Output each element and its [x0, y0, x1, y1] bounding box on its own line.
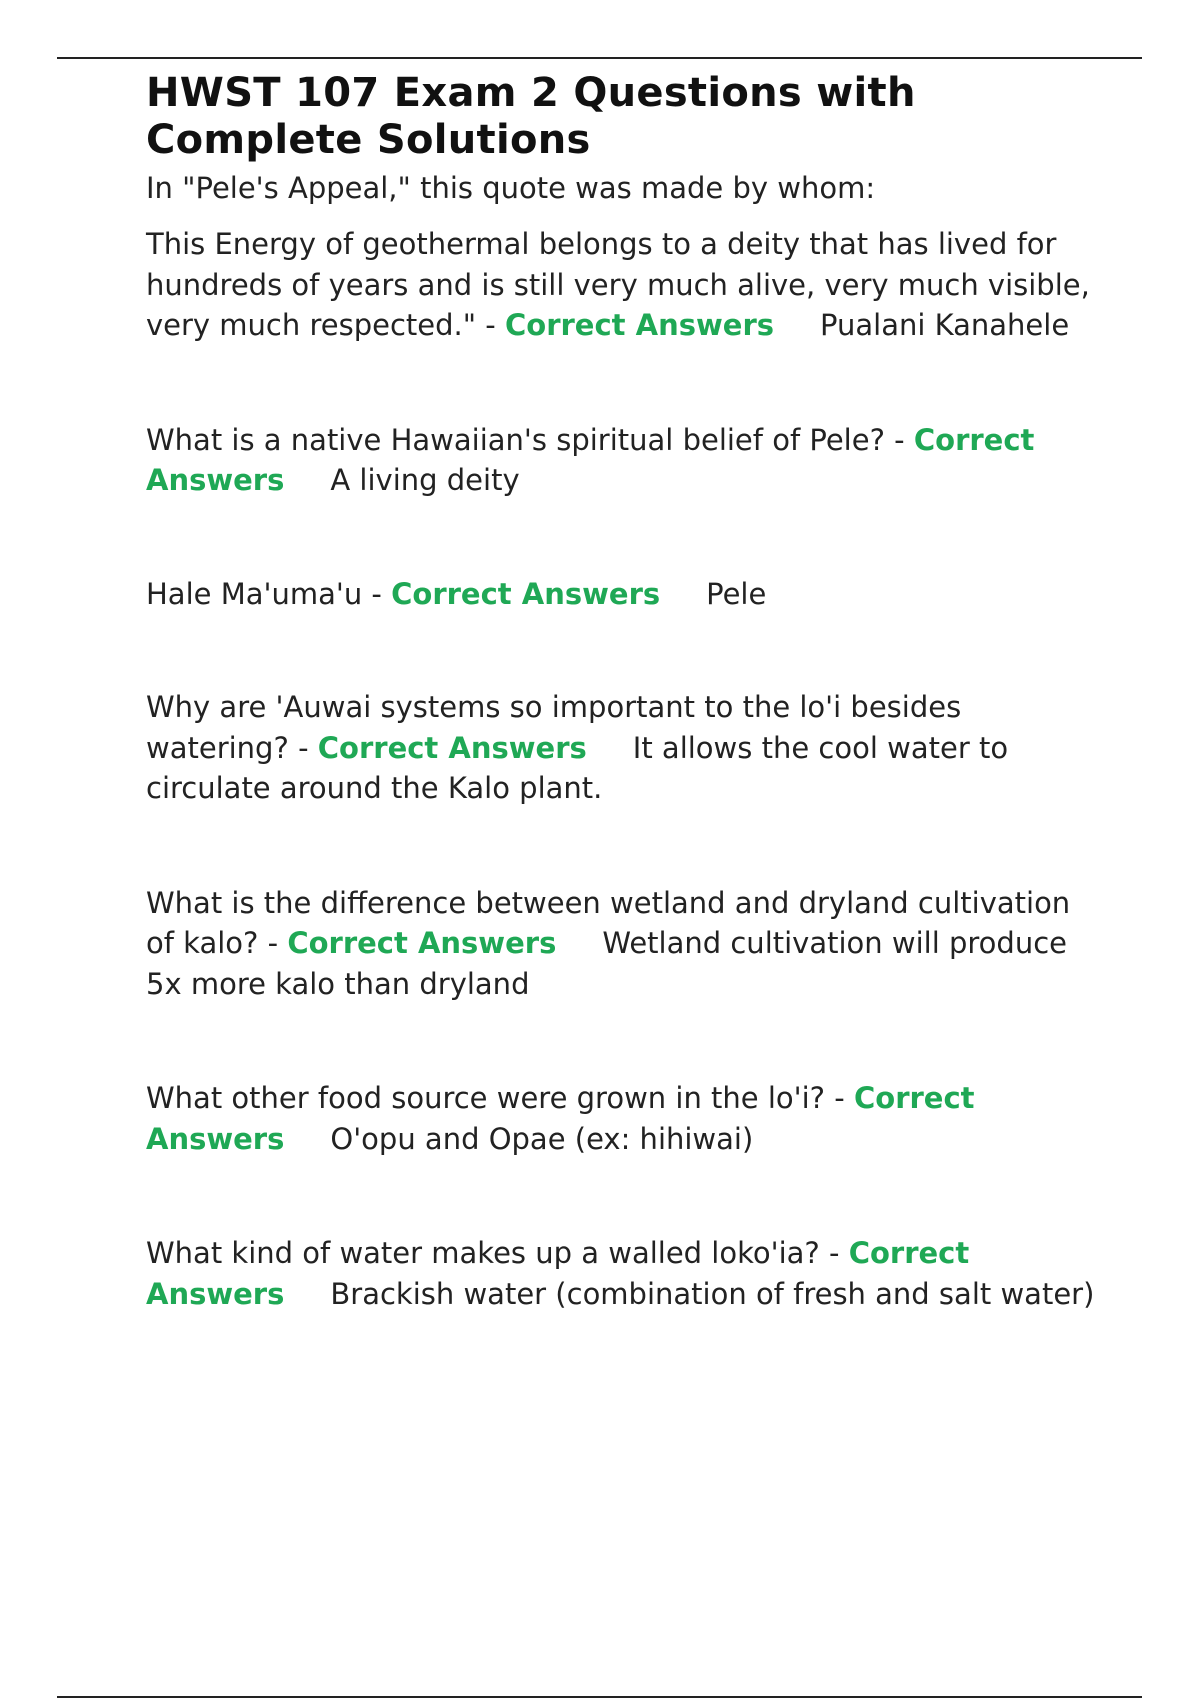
question-text: What is the difference between wetland and dryland cultivation of kalo? -: [146, 885, 1071, 960]
question-text: What other food source were grown in the lo'i? -: [146, 1081, 845, 1115]
qa-item-4: [146, 687, 1096, 809]
answer-text: Brackish water (combination of fresh and salt water): [330, 1276, 1095, 1311]
qa-item-7: [146, 1233, 1096, 1314]
question-text: Hale Ma'uma'u -: [146, 576, 382, 611]
correct-answers-label: Correct Answers: [317, 730, 587, 765]
qa-item-6: [146, 1078, 1096, 1159]
page-title: HWST 107 Exam 2 Questions with Complete Solutions: [146, 70, 916, 163]
qa-item-5: [146, 883, 1096, 1005]
question-text: This Energy of geothermal belongs to a deity that has lived for hundreds of years and is still very much alive, very much visible, very much respected." -: [146, 227, 1090, 342]
bottom-rule: [57, 1696, 1142, 1698]
correct-answers-label: Correct Answers: [287, 926, 557, 960]
qa-item-1: [146, 224, 1096, 346]
qa-item-2: [146, 420, 1096, 501]
answer-text: Wetland cultivation will produce 5x more kalo than dryland: [146, 926, 1067, 1001]
intro-text: In "Pele's Appeal," this quote was made by whom:: [146, 171, 876, 205]
correct-answers-label: Correct Answers: [146, 1236, 970, 1311]
question-text: What kind of water makes up a walled loko'ia? -: [146, 1236, 840, 1270]
answer-text: Pele: [706, 576, 767, 611]
top-rule: [57, 57, 1142, 59]
correct-answers-label: Correct Answers: [391, 576, 661, 611]
correct-answers-label: Correct Answers: [146, 422, 1035, 497]
answer-text: A living deity: [330, 463, 520, 497]
answer-text: It allows the cool water to circulate around the Kalo plant.: [146, 730, 1009, 805]
correct-answers-label: Correct Answers: [146, 1081, 975, 1156]
question-text: What is a native Hawaiian's spiritual belief of Pele? -: [146, 422, 905, 457]
document-body: [146, 70, 1096, 1314]
qa-item-3: [146, 574, 1096, 615]
question-text: Why are 'Auwai systems so important to the lo'i besides watering? -: [146, 690, 962, 765]
answer-text: O'opu and Opae (ex: hihiwai): [330, 1121, 754, 1156]
correct-answers-label: Correct Answers: [505, 308, 775, 342]
answer-text: Pualani Kanahele: [820, 308, 1070, 342]
